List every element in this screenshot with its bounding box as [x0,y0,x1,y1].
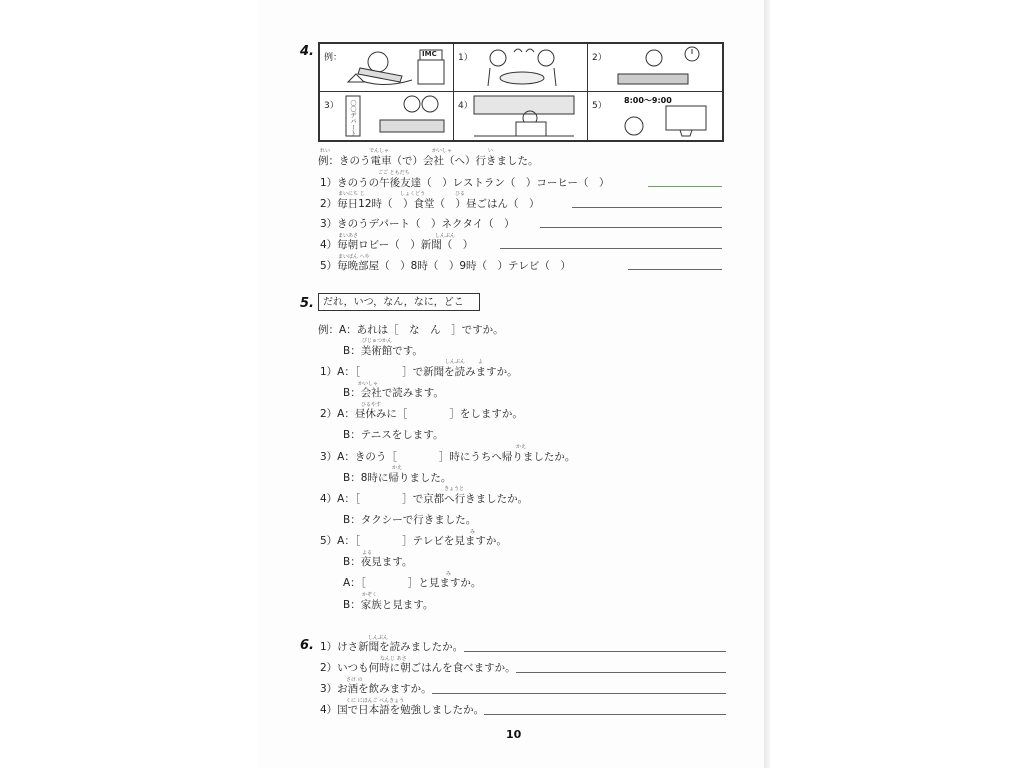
furigana: み [446,571,452,577]
exercise-item: 2）毎日12時（ ）食堂（ ）昼ごはん（ ） [320,198,540,210]
picture-label: 5） [592,101,607,111]
picture-label: 例： [324,53,343,63]
section-4-number: 4. [300,44,314,59]
question-item: 3）お酒を飲みますか。 [320,683,432,695]
furigana: きょうと [444,486,465,492]
exercise-item: 4）毎朝ロビー（ ）新聞（ ） [320,239,474,251]
furigana: かえ [516,444,527,450]
dialogue-line: B：美術館です。 [343,345,423,357]
lunch-illustration [588,44,722,92]
dialogue-line: B：家族と見ます。 [343,599,434,611]
section-6-number: 6. [300,638,314,653]
picture-1 [453,43,589,93]
picture-label: 1） [458,53,473,63]
furigana: しょくどう [400,191,426,197]
furigana: でんしゃ [369,148,390,154]
furigana: い [488,148,494,154]
time-label: 8:00〜9:00 [624,96,672,105]
dialogue-line: 3）A：きのう［ ］時にうちへ帰りましたか。 [320,451,576,463]
picture-example [319,43,455,93]
dialogue-line: B：夜見ます。 [343,556,413,568]
furigana: れい [320,148,331,154]
furigana: よ [478,359,484,365]
dialogue-line: B：8時に帰りました。 [343,472,452,484]
tv-illustration [588,92,722,140]
furigana: かいしゃ [432,148,453,154]
answer-line[interactable] [648,186,722,187]
department-store-illustration [320,92,454,140]
word-box: だれ，いつ，なん，なに，どこ [318,293,480,311]
answer-line[interactable] [484,714,726,715]
answer-line[interactable] [500,248,722,249]
picture-2 [587,43,723,93]
question-item: 1）けさ新聞を読みましたか。 [320,641,464,653]
furigana: びじゅつかん [362,338,393,344]
lobby-newspaper-illustration [454,92,588,140]
picture-label: 2） [592,53,607,63]
exercise-item: 5）毎晩部屋（ ）8時（ ）9時（ ）テレビ（ ） [320,260,571,272]
furigana: さけ の [346,677,363,683]
furigana: なんじ あさ [380,656,407,662]
answer-line[interactable] [464,651,726,652]
picture-5 [587,91,723,141]
furigana: まいにち じ [338,191,365,197]
exercise-item: 1）きのうの午後友達（ ）レストラン（ ）コーヒー（ ） [320,177,610,189]
page-number: 10 [506,728,522,741]
dialogue-line: A：［ ］と見ますか。 [343,577,482,589]
answer-line[interactable] [516,672,726,673]
answer-line[interactable] [572,207,722,208]
example-sentence: 例：きのう電車（で）会社（へ）行きました。 [318,155,539,167]
dialogue-line: 1）A：［ ］で新聞を読みますか。 [320,366,518,378]
furigana: み [470,529,476,535]
picture-grid [318,42,724,142]
store-sign: 〇〇デパート [349,100,356,136]
furigana: かぞく [362,592,378,598]
page-edge-shadow [764,0,770,768]
furigana: しんぶん [368,635,389,641]
answer-line[interactable] [628,269,722,270]
dialogue-line: B：会社で読みます。 [343,387,444,399]
dialogue-line: 2）A：昼休みに［ ］をしますか。 [320,408,523,420]
furigana: ひるやす [361,402,382,408]
dialogue-line: 5）A：［ ］テレビを見ますか。 [320,535,507,547]
answer-line[interactable] [540,227,722,228]
dialogue-line: 例：A：あれは［ な ん ］ですか。 [318,324,504,336]
dialogue-line: B：タクシーで行きました。 [343,514,477,526]
question-item: 4）国で日本語を勉強しましたか。 [320,704,485,716]
furigana: ごご ともだち [378,170,410,176]
dialogue-line: 4）A：［ ］で京都へ行きましたか。 [320,493,529,505]
furigana: しんぶん [445,359,466,365]
picture-label: 4） [458,101,473,111]
picture-3 [319,91,455,141]
cafe-illustration [454,44,588,92]
furigana: ひる [455,191,466,197]
furigana: まいばん へや [338,254,370,260]
question-item: 2）いつも何時に朝ごはんを食べますか。 [320,662,516,674]
furigana: よる [362,550,373,556]
dialogue-line: B：テニスをします。 [343,429,444,441]
furigana: かえ [392,465,403,471]
furigana: かいしゃ [358,381,379,387]
section-5-number: 5. [300,296,314,311]
furigana: まいあさ [338,233,359,239]
answer-line[interactable] [432,693,726,694]
exercise-item: 3）きのうデパート（ ）ネクタイ（ ） [320,218,515,230]
furigana: しんぶん [435,233,456,239]
picture-label: 3） [324,101,339,111]
furigana: くに にほんご べんきょう [346,698,405,704]
picture-4 [453,91,589,141]
imc-sign: IMC [422,50,437,58]
